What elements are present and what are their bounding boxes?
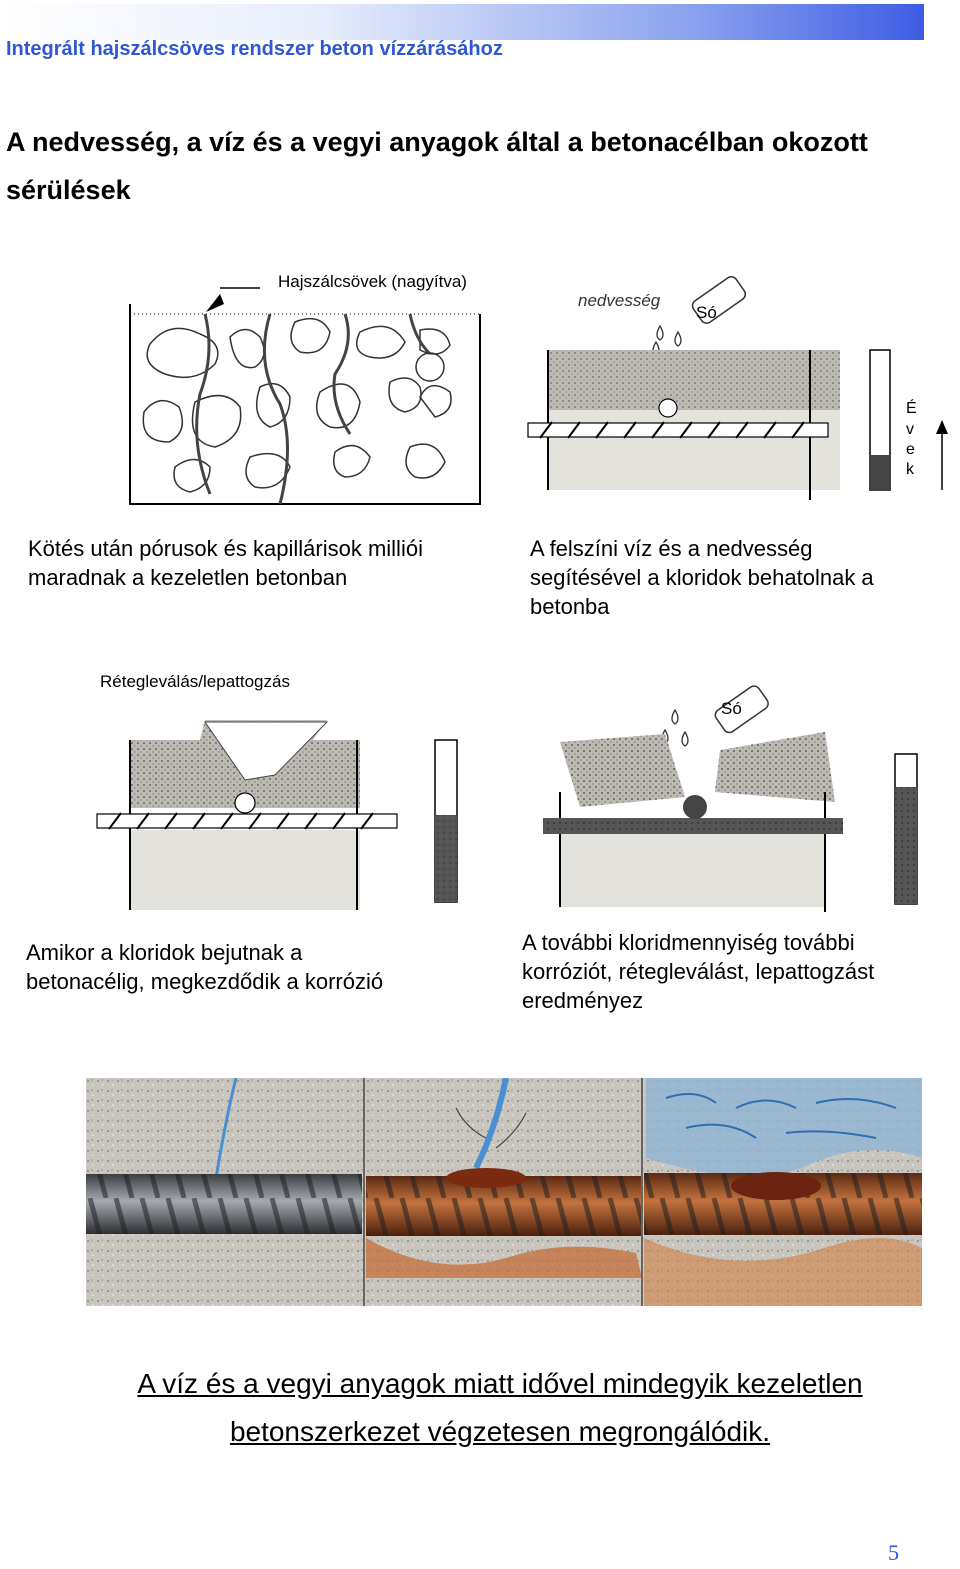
years-label-2: v	[906, 421, 914, 438]
delamination-diagram	[535, 672, 935, 917]
caption-delamination	[522, 928, 874, 1015]
corrosion-start-diagram	[95, 700, 475, 915]
page-heading	[6, 118, 946, 214]
caption-line: eredményez	[522, 988, 644, 1013]
salt-label-2: Só	[721, 699, 742, 718]
spalling-label: Rétegleválás/lepattogzás	[100, 672, 290, 691]
caption-line: betonba	[530, 594, 610, 619]
heading-line-1: A nedvesség, a víz és a vegyi anyagok által a betonacélban okozott	[6, 127, 868, 157]
caption-line: maradnak a kezeletlen betonban	[28, 565, 348, 590]
caption-line: korróziót, rétegleválást, lepattogzást	[522, 959, 875, 984]
caption-capillaries	[28, 534, 423, 592]
salt-label: Só	[696, 303, 717, 322]
conclusion-text	[0, 1360, 960, 1456]
conclusion-line-1: A víz és a vegyi anyagok miatt idővel mindegyik kezeletlen	[137, 1368, 863, 1399]
years-label-3: e	[906, 441, 915, 458]
caption-line: A további kloridmennyiség további	[522, 930, 855, 955]
rebar-corrosion-illustration	[86, 1078, 922, 1306]
years-label-4: k	[906, 461, 914, 478]
caption-line: Kötés után pórusok és kapillárisok milliói	[28, 536, 423, 561]
capillaries-label: Hajszálcsövek (nagyítva)	[278, 272, 467, 291]
caption-chloride-penetration	[530, 534, 874, 621]
caption-line: Amikor a kloridok bejutnak a	[26, 940, 303, 965]
caption-line: A felszíni víz és a nedvesség	[530, 536, 813, 561]
capillaries-diagram	[120, 282, 490, 507]
caption-line: segítésével a kloridok behatolnak a	[530, 565, 874, 590]
page-number: 5	[888, 1540, 899, 1565]
header-title: Integrált hajszálcsöves rendszer beton vízzárásához	[6, 38, 503, 60]
caption-line: betonacélig, megkezdődik a korrózió	[26, 969, 384, 994]
header-gradient-bar	[4, 4, 924, 40]
chloride-penetration-diagram	[520, 268, 960, 503]
years-label-1: É	[906, 400, 917, 417]
conclusion-line-2: betonszerkezet végzetesen megrongálódik.	[229, 1416, 771, 1447]
caption-corrosion-start	[26, 938, 383, 996]
heading-line-2: sérülések	[6, 175, 131, 205]
arrow-up-icon	[936, 420, 948, 434]
moisture-label: nedvesség	[578, 291, 661, 310]
